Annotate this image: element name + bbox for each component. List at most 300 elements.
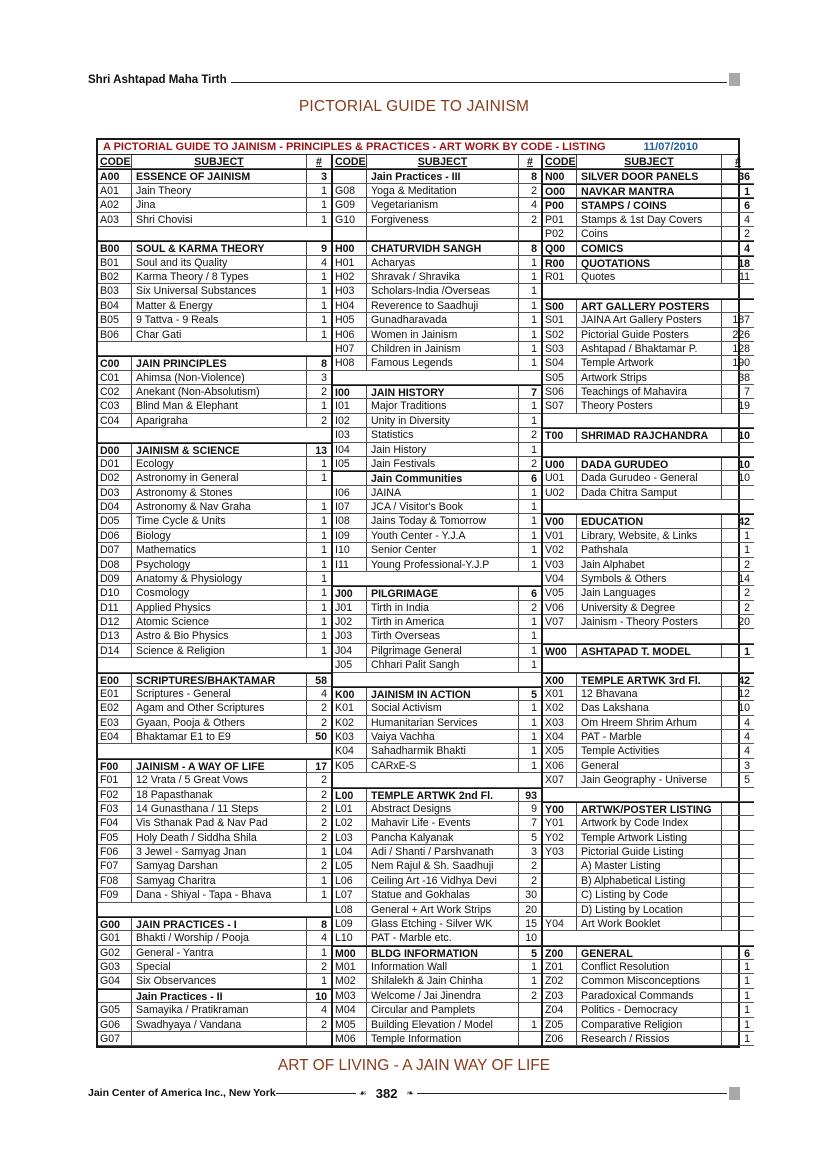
- table-row: [98, 514, 331, 528]
- cell-subject: [577, 788, 722, 801]
- table-row: [543, 586, 754, 600]
- cell-count: 1: [321, 544, 327, 557]
- cell-subject: CHATURVIDH SANGH: [367, 242, 519, 254]
- cell-count: 1: [744, 1032, 750, 1045]
- cell-subject: Adi / Shanti / Parshvanath: [367, 845, 519, 858]
- cell-code: V07: [543, 615, 577, 628]
- column-header-code: CODE: [545, 156, 576, 168]
- cell-subject: GENERAL: [577, 947, 722, 959]
- cell-subject: Yoga & Meditation: [367, 184, 519, 197]
- cell-code: T00: [543, 429, 577, 441]
- cell-subject: Circular and Pamplets: [367, 1003, 519, 1016]
- blank-row: [543, 414, 754, 428]
- cell-count: 1: [321, 271, 327, 283]
- cell-subject: Shravak / Shravika: [367, 270, 519, 283]
- table-row: [333, 414, 541, 428]
- cell-subject: A) Master Listing: [577, 859, 722, 872]
- cell-code: F05: [98, 831, 132, 844]
- cell-count: 4: [744, 243, 750, 256]
- cell-code: I11: [333, 558, 367, 571]
- cell-count: [519, 572, 541, 585]
- cell-subject: Jain Alphabet: [577, 558, 722, 571]
- cell-count: 10: [738, 430, 750, 443]
- ornament-right-icon: ❧: [406, 1087, 415, 1098]
- cell-code: L09: [333, 917, 367, 930]
- cell-subject: Nem Rajul & Sh. Saadhuji: [367, 859, 519, 872]
- cell-count: [722, 816, 754, 829]
- cell-subject: Special: [132, 960, 307, 973]
- cell-code: G09: [333, 198, 367, 211]
- table-row: [98, 701, 331, 715]
- cell-code: J00: [333, 587, 367, 599]
- cell-code: H01: [333, 256, 367, 269]
- cell-subject: Information Wall: [367, 960, 519, 973]
- cell-count: 1: [321, 285, 327, 298]
- cell-subject: BLDG INFORMATION: [367, 947, 519, 959]
- cell-code: B04: [98, 299, 132, 312]
- cell-subject: [367, 227, 519, 240]
- table-row: [333, 874, 541, 888]
- cell-subject: Senior Center: [367, 543, 519, 556]
- cell-count: [722, 658, 754, 671]
- cell-code: [98, 342, 132, 355]
- column-header-count: #: [527, 156, 533, 168]
- table-row: [333, 989, 541, 1003]
- category-row: [543, 644, 754, 658]
- table-row: [98, 816, 331, 830]
- cell-count: 2: [531, 213, 537, 226]
- cell-code: W00: [543, 645, 577, 657]
- table-row: [98, 543, 331, 557]
- table-row: [98, 601, 331, 615]
- cell-code: G02: [98, 946, 132, 959]
- table-row: [98, 328, 331, 342]
- cell-count: 1: [744, 544, 750, 557]
- cell-count: 5: [531, 688, 537, 701]
- cell-code: K00: [333, 688, 367, 700]
- cell-subject: PAT - Marble etc.: [367, 931, 519, 944]
- footer-rule-right: [417, 1093, 727, 1094]
- category-row: [98, 989, 331, 1003]
- cell-count: 36: [738, 171, 750, 184]
- cell-count: 6: [531, 473, 537, 486]
- cell-code: F06: [98, 845, 132, 858]
- cell-code: V00: [543, 515, 577, 527]
- cell-subject: Unity in Diversity: [367, 414, 519, 427]
- category-row: [333, 385, 541, 399]
- cell-subject: Anatomy & Physiology: [132, 572, 307, 585]
- table-row: [333, 917, 541, 931]
- cell-code: L00: [333, 789, 367, 801]
- cell-code: L06: [333, 874, 367, 887]
- cell-code: [543, 443, 577, 456]
- table-row: [98, 457, 331, 471]
- cell-count: [519, 673, 541, 686]
- cell-subject: Karma Theory / 8 Types: [132, 270, 307, 283]
- table-row: [543, 974, 754, 988]
- category-row: [98, 759, 331, 773]
- table-row: [98, 299, 331, 313]
- table-row: [543, 845, 754, 859]
- cell-code: V05: [543, 586, 577, 599]
- cell-count: 1: [321, 630, 327, 643]
- cell-count: 1: [531, 544, 537, 557]
- table-row: [333, 198, 541, 212]
- cell-count: 1: [531, 961, 537, 973]
- category-row: [333, 241, 541, 255]
- cell-code: S01: [543, 313, 577, 326]
- cell-code: U02: [543, 486, 577, 499]
- cell-count: 10: [738, 702, 750, 715]
- table-row: [543, 859, 754, 873]
- cell-count: 1: [321, 644, 327, 657]
- cell-count: 1: [531, 328, 537, 341]
- cell-count: 19: [738, 400, 750, 413]
- footer-organization: Jain Center of America Inc., New York: [88, 1087, 276, 1099]
- cell-count: 1: [321, 299, 327, 312]
- table-row: [543, 903, 754, 917]
- cell-subject: 3 Jewel - Samyag Jnan: [132, 845, 307, 858]
- table-row: [333, 802, 541, 816]
- cell-count: 1: [744, 1018, 750, 1031]
- cell-count: 2: [321, 1018, 327, 1031]
- cell-code: B06: [98, 328, 132, 341]
- cell-code: [98, 903, 132, 916]
- cell-code: K03: [333, 730, 367, 743]
- cell-count: [722, 500, 754, 513]
- cell-count: [722, 629, 754, 642]
- cell-code: I06: [333, 486, 367, 499]
- table-banner: [98, 140, 738, 155]
- cell-count: 1: [531, 630, 537, 643]
- table-row: [98, 270, 331, 284]
- cell-count: 3: [321, 171, 327, 184]
- cell-subject: EDUCATION: [577, 515, 722, 527]
- blank-row: [543, 931, 754, 945]
- cell-count: 1: [531, 299, 537, 312]
- cell-code: [543, 874, 577, 887]
- cell-subject: Common Misconceptions: [577, 974, 722, 987]
- cell-count: 1: [321, 184, 327, 197]
- blank-row: [333, 773, 541, 787]
- cell-subject: Artwork Strips: [577, 371, 722, 384]
- cell-count: 1: [744, 645, 750, 658]
- cell-code: [98, 227, 132, 240]
- table-row: [543, 874, 754, 888]
- cell-count: 1: [744, 989, 750, 1002]
- table-row: [98, 184, 331, 198]
- cell-count: 93: [525, 789, 537, 802]
- cell-code: X03: [543, 716, 577, 729]
- column-header-subject: SUBJECT: [367, 155, 519, 168]
- cell-subject: NAVKAR MANTRA: [577, 185, 722, 197]
- category-row: [543, 299, 754, 313]
- cell-count: [722, 917, 754, 930]
- cell-count: 1: [321, 946, 327, 959]
- cell-count: [722, 903, 754, 916]
- cell-count: 190: [732, 357, 750, 370]
- cell-count: 1: [321, 328, 327, 341]
- cell-code: D08: [98, 558, 132, 571]
- cell-count: 1: [321, 616, 327, 628]
- cell-code: M01: [333, 960, 367, 973]
- cell-subject: JAINISM & SCIENCE: [132, 444, 307, 456]
- cell-count: 2: [744, 601, 750, 614]
- table-row: [543, 730, 754, 744]
- cell-subject: Pictorial Guide Listing: [577, 845, 722, 858]
- column-header-count: #: [735, 156, 741, 168]
- table-row: [98, 974, 331, 988]
- cell-code: D09: [98, 572, 132, 585]
- table-row: [98, 385, 331, 399]
- cell-code: J03: [333, 629, 367, 642]
- cell-subject: Jains Today & Tomorrow: [367, 514, 519, 527]
- cell-subject: Young Professional-Y.J.P: [367, 558, 519, 571]
- cell-code: P00: [543, 199, 577, 211]
- cell-subject: Samyag Darshan: [132, 859, 307, 872]
- cell-subject: Swadhyaya / Vandana: [132, 1018, 307, 1031]
- cell-count: 2: [531, 184, 537, 197]
- cell-subject: Library, Website, & Links: [577, 529, 722, 542]
- cell-code: D06: [98, 529, 132, 542]
- cell-subject: Jain Festivals: [367, 457, 519, 470]
- category-row: [333, 169, 541, 183]
- column-header-count: #: [316, 156, 322, 168]
- table-row: [333, 457, 541, 471]
- cell-code: X04: [543, 730, 577, 743]
- table-row: [543, 1032, 754, 1046]
- cell-count: 1: [321, 846, 327, 858]
- cell-count: 1: [321, 558, 327, 571]
- table-row: [543, 399, 754, 413]
- cell-subject: Vaiya Vachha: [367, 730, 519, 743]
- cell-count: [307, 486, 331, 499]
- cell-code: I03: [333, 428, 367, 441]
- cell-subject: CARxE-S: [367, 759, 519, 772]
- category-row: [333, 687, 541, 701]
- cell-subject: COMICS: [577, 242, 722, 254]
- cell-subject: Temple Artwork: [577, 356, 722, 369]
- category-row: [543, 946, 754, 960]
- cell-code: C04: [98, 414, 132, 427]
- cell-code: E04: [98, 730, 132, 743]
- table-row: [333, 716, 541, 730]
- table-row: [543, 328, 754, 342]
- cell-code: G05: [98, 1003, 132, 1016]
- cell-count: 10: [315, 990, 327, 1003]
- cell-count: 10: [525, 932, 537, 945]
- header-corner-marker: [729, 73, 740, 86]
- cell-code: I05: [333, 457, 367, 470]
- cell-subject: Samayika / Pratikraman: [132, 1003, 307, 1016]
- cell-count: 1: [531, 558, 537, 571]
- cell-subject: Coins: [577, 227, 722, 240]
- cell-subject: [132, 903, 307, 916]
- blank-row: [543, 788, 754, 802]
- cell-subject: JAINISM IN ACTION: [367, 688, 519, 700]
- cell-code: [333, 472, 367, 484]
- cell-count: 1: [531, 414, 537, 427]
- cell-code: Y04: [543, 917, 577, 930]
- page-title: PICTORIAL GUIDE TO JAINISM: [298, 98, 530, 115]
- cell-subject: Cosmology: [132, 586, 307, 599]
- cell-subject: 12 Bhavana: [577, 687, 722, 700]
- cell-code: V03: [543, 558, 577, 571]
- ornament-left-icon: ☙: [358, 1087, 367, 1098]
- cell-subject: JAIN PRINCIPLES: [132, 357, 307, 369]
- cell-count: 1: [321, 572, 327, 585]
- cell-subject: Acharyas: [367, 256, 519, 269]
- cell-subject: SHRIMAD RAJCHANDRA: [577, 429, 722, 441]
- cell-subject: Pilgrimage General: [367, 644, 519, 657]
- cell-code: N00: [543, 170, 577, 182]
- category-row: [333, 788, 541, 802]
- cell-code: B02: [98, 270, 132, 283]
- running-title: Shri Ashtapad Maha Tirth: [88, 74, 227, 86]
- cell-count: 10: [738, 458, 750, 471]
- cell-subject: [132, 428, 307, 441]
- cell-subject: QUOTATIONS: [577, 257, 722, 269]
- cell-subject: Dada Gurudeo - General: [577, 471, 722, 484]
- cell-subject: Scholars-India /Overseas: [367, 284, 519, 297]
- cell-count: 1: [531, 529, 537, 542]
- table-row: [543, 917, 754, 931]
- table-row: [543, 558, 754, 572]
- cell-subject: Mathematics: [132, 543, 307, 556]
- cell-subject: Abstract Designs: [367, 802, 519, 815]
- cell-code: [543, 500, 577, 513]
- cell-subject: Welcome / Jai Jinendra: [367, 989, 519, 1002]
- table-row: [98, 644, 331, 658]
- cell-count: 1: [321, 400, 327, 413]
- cell-subject: Jina: [132, 198, 307, 211]
- cell-code: R00: [543, 257, 577, 269]
- category-row: [543, 241, 754, 255]
- cell-code: [543, 658, 577, 671]
- cell-code: F08: [98, 874, 132, 887]
- table-row: [543, 744, 754, 758]
- cell-subject: Teachings of Mahavira: [577, 385, 722, 398]
- cell-count: [519, 371, 541, 384]
- cell-code: [543, 888, 577, 901]
- cell-code: L07: [333, 888, 367, 901]
- cell-code: K01: [333, 701, 367, 714]
- cell-count: 1: [531, 616, 537, 628]
- blank-row: [98, 342, 331, 356]
- cell-code: [98, 658, 132, 671]
- cell-count: 7: [744, 386, 750, 398]
- cell-code: [543, 284, 577, 297]
- cell-subject: Women in Jainism: [367, 328, 519, 341]
- cell-subject: Bhaktamar E1 to E9: [132, 730, 307, 743]
- table-row: [98, 198, 331, 212]
- cell-subject: University & Degree: [577, 601, 722, 614]
- cell-count: 4: [321, 1004, 327, 1017]
- cell-subject: Samyag Charitra: [132, 874, 307, 887]
- cell-count: [307, 342, 331, 355]
- cell-subject: Matter & Energy: [132, 299, 307, 312]
- cell-subject: Anekant (Non-Absolutism): [132, 385, 307, 398]
- table-row: [98, 960, 331, 974]
- table-row: [333, 328, 541, 342]
- cell-subject: Ceiling Art -16 Vidhya Devi: [367, 874, 519, 887]
- cell-subject: Comparative Religion: [577, 1018, 722, 1031]
- table-row: [98, 831, 331, 845]
- cell-subject: [577, 284, 722, 297]
- cell-subject: [577, 500, 722, 513]
- cell-code: S06: [543, 385, 577, 398]
- table-row: [98, 486, 331, 500]
- cell-subject: Reverence to Saadhuji: [367, 299, 519, 312]
- cell-code: I10: [333, 543, 367, 556]
- table-row: [333, 644, 541, 658]
- cell-code: I07: [333, 500, 367, 513]
- table-row: [543, 213, 754, 227]
- cell-count: 2: [744, 587, 750, 600]
- table-row: [98, 414, 331, 428]
- table-row: [98, 874, 331, 888]
- cell-count: 3: [321, 371, 327, 384]
- cell-subject: Holy Death / Siddha Shila: [132, 831, 307, 844]
- category-row: [333, 471, 541, 485]
- cell-count: 1: [531, 644, 537, 657]
- cell-subject: Jain Communities: [367, 472, 519, 484]
- table-row: [543, 773, 754, 787]
- cell-count: 2: [744, 558, 750, 571]
- cell-count: 5: [531, 831, 537, 844]
- cell-subject: Das Lakshana: [577, 701, 722, 714]
- table-row: [543, 816, 754, 830]
- table-row: [98, 1018, 331, 1032]
- cell-count: 1: [531, 515, 537, 528]
- table-row: [333, 443, 541, 457]
- table-row: [333, 1018, 541, 1032]
- cell-code: Z01: [543, 960, 577, 973]
- bottom-title: ART OF LIVING - A JAIN WAY OF LIFE: [277, 1057, 551, 1074]
- cell-code: S03: [543, 342, 577, 355]
- cell-subject: Scriptures - General: [132, 687, 307, 700]
- cell-count: [722, 845, 754, 858]
- blank-row: [98, 227, 331, 241]
- cell-count: 17: [315, 760, 327, 773]
- cell-count: 2: [531, 860, 537, 873]
- cell-subject: Atomic Science: [132, 615, 307, 628]
- cell-count: 1: [321, 199, 327, 212]
- cell-count: 11: [739, 271, 750, 283]
- cell-subject: D) Listing by Location: [577, 903, 722, 916]
- cell-count: 1: [321, 601, 327, 614]
- cell-count: 1: [321, 515, 327, 528]
- cell-count: 2: [531, 874, 537, 887]
- blank-row: [543, 658, 754, 672]
- cell-count: [722, 931, 754, 944]
- cell-count: 18: [738, 257, 750, 270]
- cell-subject: Gyaan, Pooja & Others: [132, 716, 307, 729]
- cell-code: X05: [543, 744, 577, 757]
- cell-subject: Jain Languages: [577, 586, 722, 599]
- cell-subject: JAINISM - A WAY OF LIFE: [132, 760, 307, 772]
- table-row: [543, 543, 754, 557]
- category-row: [98, 673, 331, 687]
- cell-code: G00: [98, 918, 132, 930]
- table-row: [98, 529, 331, 543]
- table-row: [98, 687, 331, 701]
- table-row: [333, 888, 541, 902]
- cell-subject: Temple Artwork Listing: [577, 831, 722, 844]
- cell-count: 1: [321, 213, 327, 226]
- cell-subject: [367, 572, 519, 585]
- cell-code: S02: [543, 328, 577, 341]
